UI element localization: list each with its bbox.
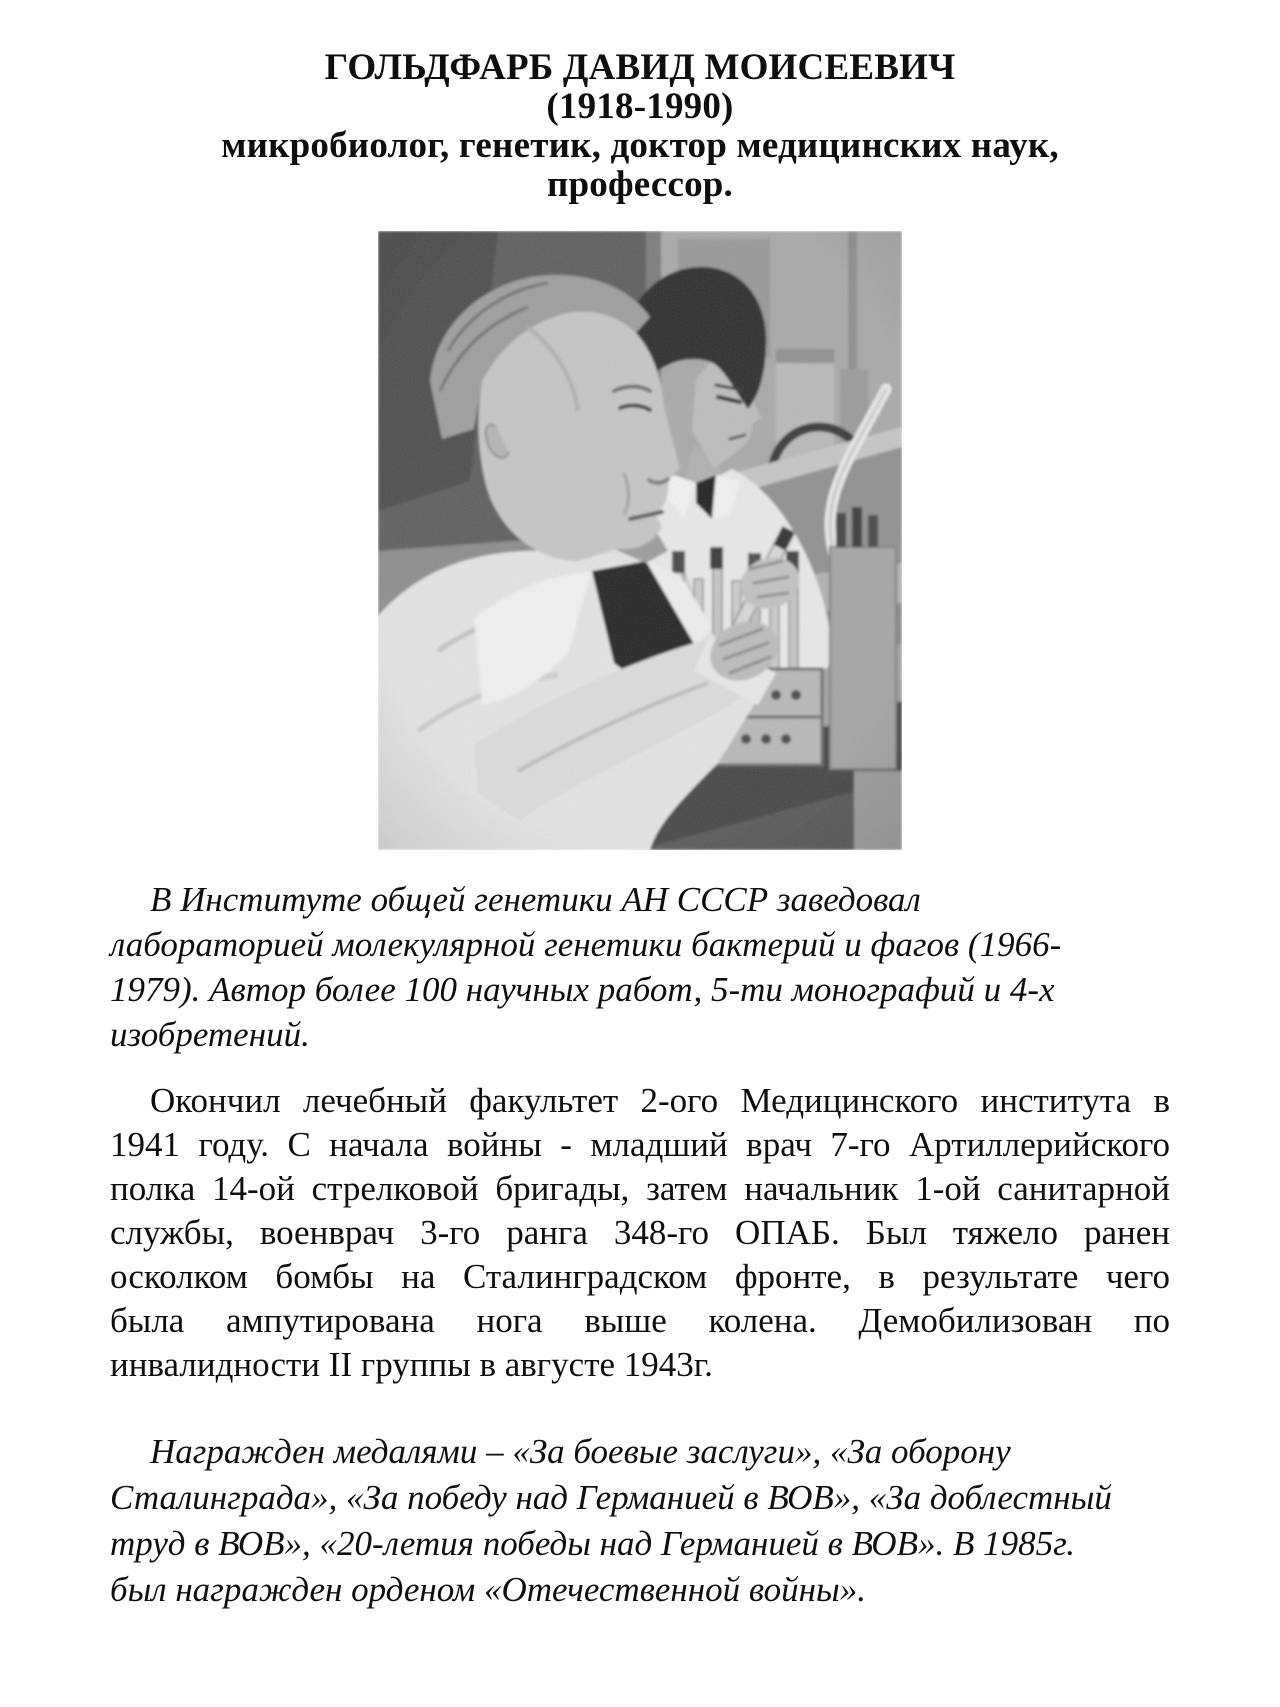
- document-header: [0, 0, 1280, 204]
- paragraph-line: Окончил лечебный факультет 2-ого Медицинского института в: [150, 1081, 1170, 1120]
- paragraph-line: лабораторией молекулярной генетики бактерий и фагов (1966-: [110, 925, 1062, 964]
- biography-text: [110, 877, 1170, 1613]
- paragraph-line: труд в ВОВ», «20-летия победы над Германией в ВОВ». В 1985г.: [110, 1524, 1076, 1563]
- paragraph-line: 1979). Автор более 100 научных работ, 5-ти монографий и 4-х: [110, 970, 1055, 1009]
- photo-illustration: [378, 231, 902, 850]
- paragraph-line: Сталинграда», «За победу над Германией в ВОВ», «За доблестный: [110, 1478, 1112, 1517]
- life-years: (1918-1990): [546, 86, 734, 127]
- paragraph-line: осколком бомбы на Сталинградском фронте, в результате чего: [110, 1257, 1170, 1296]
- profession-line-2: профессор.: [546, 164, 734, 205]
- paragraph-line: изобретений.: [110, 1015, 310, 1054]
- paragraph-line: инвалидности II группы в августе 1943г.: [110, 1345, 713, 1384]
- profession-line-1: микробиолог, генетик, доктор медицинских наук,: [221, 125, 1059, 166]
- person-name: ГОЛЬДФАРБ ДАВИД МОИСЕЕВИЧ: [324, 47, 956, 88]
- paragraph-line: была ампутирована нога выше колена. Демобилизован по: [110, 1301, 1170, 1340]
- paragraph-line: службы, военврач 3-го ранга 348-го ОПАБ. Был тяжело ранен: [110, 1213, 1170, 1252]
- film-grain-overlay: [378, 231, 902, 850]
- paragraph-war-service: [110, 1079, 1170, 1387]
- paragraph-awards: [110, 1429, 1170, 1613]
- paragraph-institute: [110, 877, 1170, 1057]
- paragraph-line: был награжден орденом «Отечественной войны».: [110, 1570, 866, 1609]
- paragraph-line: В Институте общей генетики АН СССР заведовал: [150, 880, 921, 919]
- paragraph-line: полка 14-ой стрелковой бригады, затем начальник 1-ой санитарной: [110, 1169, 1170, 1208]
- paragraph-line: 1941 году. С начала войны - младший врач 7-го Артиллерийского: [110, 1125, 1170, 1164]
- paragraph-line: Награжден медалями – «За боевые заслуги», «За оборону: [150, 1432, 1011, 1471]
- portrait-photo: [378, 231, 902, 850]
